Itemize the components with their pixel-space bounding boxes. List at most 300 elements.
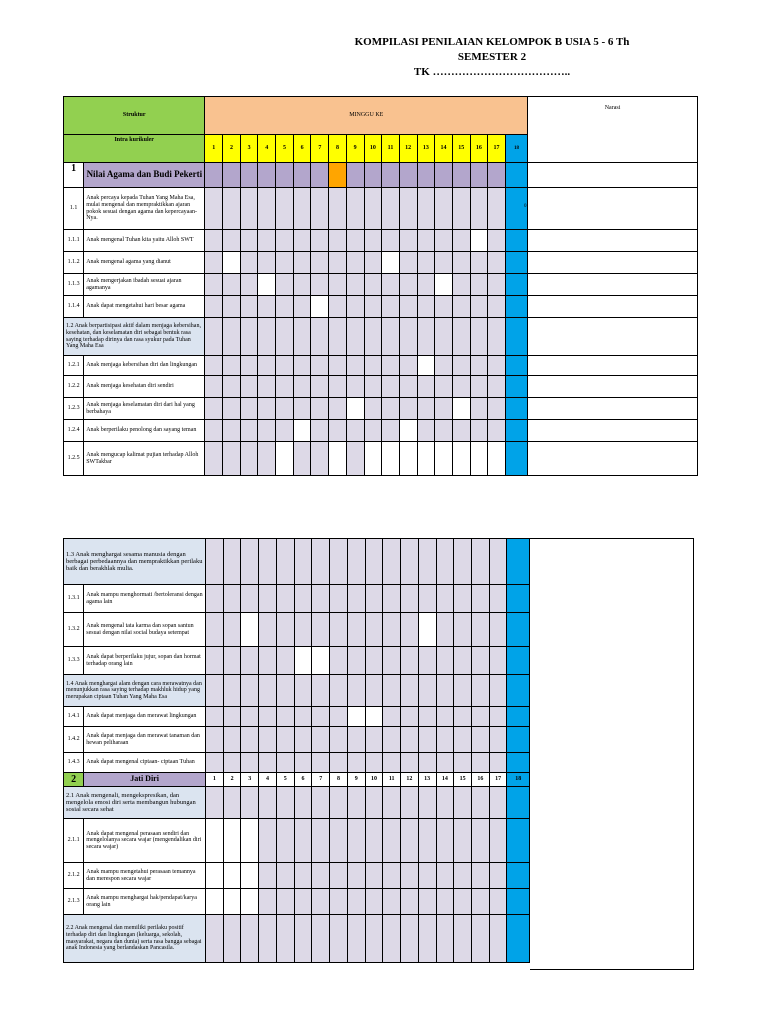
score-cell[interactable] bbox=[276, 442, 294, 476]
score-cell[interactable] bbox=[435, 318, 453, 356]
score-cell[interactable] bbox=[240, 252, 258, 274]
score-cell[interactable] bbox=[223, 252, 241, 274]
score-cell[interactable] bbox=[365, 753, 383, 773]
score-cell[interactable] bbox=[312, 727, 330, 753]
score-cell[interactable] bbox=[507, 539, 530, 585]
score-cell[interactable] bbox=[330, 727, 348, 753]
score-cell[interactable] bbox=[364, 163, 382, 188]
score-cell[interactable] bbox=[259, 819, 277, 863]
score-cell[interactable] bbox=[346, 356, 364, 376]
score-cell[interactable] bbox=[418, 787, 436, 819]
score-cell[interactable] bbox=[418, 753, 436, 773]
score-cell[interactable] bbox=[365, 539, 383, 585]
score-cell[interactable] bbox=[383, 753, 401, 773]
score-cell[interactable] bbox=[505, 318, 527, 356]
score-cell[interactable] bbox=[293, 163, 311, 188]
score-cell[interactable] bbox=[401, 915, 419, 963]
score-cell[interactable] bbox=[276, 585, 294, 613]
score-cell[interactable] bbox=[364, 252, 382, 274]
score-cell[interactable] bbox=[382, 376, 400, 398]
score-cell[interactable] bbox=[507, 787, 530, 819]
score-cell[interactable] bbox=[507, 707, 530, 727]
score-cell[interactable] bbox=[241, 889, 259, 915]
score-cell[interactable] bbox=[470, 420, 488, 442]
score-cell[interactable] bbox=[489, 613, 507, 647]
score-cell[interactable] bbox=[417, 274, 435, 296]
score-cell[interactable] bbox=[471, 539, 489, 585]
score-cell[interactable] bbox=[489, 707, 507, 727]
score-cell[interactable] bbox=[294, 787, 312, 819]
score-cell[interactable] bbox=[294, 647, 312, 675]
score-cell[interactable] bbox=[311, 420, 329, 442]
score-cell[interactable] bbox=[312, 753, 330, 773]
score-cell[interactable] bbox=[417, 442, 435, 476]
narasi-cell[interactable] bbox=[528, 274, 698, 296]
score-cell[interactable] bbox=[347, 707, 365, 727]
score-cell[interactable] bbox=[488, 163, 506, 188]
score-cell[interactable] bbox=[293, 318, 311, 356]
score-cell[interactable] bbox=[401, 585, 419, 613]
score-cell[interactable] bbox=[223, 296, 241, 318]
score-cell[interactable] bbox=[470, 356, 488, 376]
score-cell[interactable] bbox=[293, 420, 311, 442]
score-cell[interactable] bbox=[471, 889, 489, 915]
score-cell[interactable] bbox=[223, 163, 241, 188]
score-cell[interactable] bbox=[258, 296, 276, 318]
score-cell[interactable] bbox=[452, 442, 470, 476]
score-cell[interactable] bbox=[435, 163, 453, 188]
score-cell[interactable] bbox=[311, 163, 329, 188]
score-cell[interactable] bbox=[205, 675, 223, 707]
score-cell[interactable] bbox=[329, 188, 347, 230]
score-cell[interactable] bbox=[205, 585, 223, 613]
score-cell[interactable] bbox=[507, 819, 530, 863]
score-cell[interactable] bbox=[346, 188, 364, 230]
score-cell[interactable] bbox=[418, 915, 436, 963]
score-cell[interactable] bbox=[276, 647, 294, 675]
score-cell[interactable] bbox=[259, 863, 277, 889]
score-cell[interactable] bbox=[223, 613, 241, 647]
score-cell[interactable] bbox=[223, 647, 241, 675]
score-cell[interactable] bbox=[471, 727, 489, 753]
score-cell[interactable] bbox=[454, 675, 472, 707]
score-cell[interactable] bbox=[311, 230, 329, 252]
score-cell[interactable] bbox=[454, 753, 472, 773]
score-cell[interactable] bbox=[240, 188, 258, 230]
score-cell[interactable] bbox=[364, 398, 382, 420]
score-cell[interactable] bbox=[241, 613, 259, 647]
score-cell[interactable] bbox=[436, 539, 454, 585]
score-cell[interactable] bbox=[259, 613, 277, 647]
score-cell[interactable] bbox=[365, 819, 383, 863]
score-cell[interactable] bbox=[311, 252, 329, 274]
score-cell[interactable] bbox=[489, 819, 507, 863]
score-cell[interactable] bbox=[241, 863, 259, 889]
score-cell[interactable] bbox=[399, 188, 417, 230]
score-cell[interactable] bbox=[276, 613, 294, 647]
score-cell[interactable] bbox=[312, 819, 330, 863]
score-cell[interactable] bbox=[383, 707, 401, 727]
score-cell[interactable] bbox=[401, 647, 419, 675]
score-cell[interactable] bbox=[223, 398, 241, 420]
score-cell[interactable] bbox=[241, 539, 259, 585]
score-cell[interactable] bbox=[505, 356, 527, 376]
score-cell[interactable] bbox=[259, 915, 277, 963]
score-cell[interactable] bbox=[401, 819, 419, 863]
score-cell[interactable] bbox=[435, 442, 453, 476]
score-cell[interactable] bbox=[454, 539, 472, 585]
score-cell[interactable] bbox=[435, 420, 453, 442]
score-cell[interactable] bbox=[347, 889, 365, 915]
score-cell[interactable] bbox=[507, 863, 530, 889]
score-cell[interactable] bbox=[293, 442, 311, 476]
score-cell[interactable] bbox=[258, 420, 276, 442]
score-cell[interactable] bbox=[312, 539, 330, 585]
score-cell[interactable] bbox=[488, 252, 506, 274]
score-cell[interactable] bbox=[293, 252, 311, 274]
score-cell[interactable] bbox=[454, 707, 472, 727]
score-cell[interactable] bbox=[223, 230, 241, 252]
score-cell[interactable] bbox=[293, 188, 311, 230]
narasi-cell[interactable] bbox=[528, 318, 698, 356]
score-cell[interactable] bbox=[311, 376, 329, 398]
score-cell[interactable] bbox=[312, 675, 330, 707]
score-cell[interactable] bbox=[330, 539, 348, 585]
score-cell[interactable] bbox=[417, 420, 435, 442]
score-cell[interactable] bbox=[241, 915, 259, 963]
score-cell[interactable] bbox=[330, 819, 348, 863]
score-cell[interactable] bbox=[507, 753, 530, 773]
score-cell[interactable] bbox=[293, 274, 311, 296]
score-cell[interactable] bbox=[205, 539, 223, 585]
score-cell[interactable] bbox=[241, 675, 259, 707]
score-cell[interactable] bbox=[365, 915, 383, 963]
score-cell[interactable] bbox=[364, 274, 382, 296]
score-cell[interactable] bbox=[330, 915, 348, 963]
narasi-cell[interactable] bbox=[528, 188, 698, 230]
score-cell[interactable] bbox=[382, 296, 400, 318]
score-cell[interactable] bbox=[205, 753, 223, 773]
score-cell[interactable] bbox=[223, 787, 241, 819]
score-cell[interactable] bbox=[436, 585, 454, 613]
narasi-cell[interactable] bbox=[528, 252, 698, 274]
score-cell[interactable] bbox=[240, 356, 258, 376]
score-cell[interactable] bbox=[488, 230, 506, 252]
score-cell[interactable] bbox=[241, 787, 259, 819]
score-cell[interactable] bbox=[347, 863, 365, 889]
score-cell[interactable] bbox=[382, 356, 400, 376]
score-cell[interactable] bbox=[454, 585, 472, 613]
score-cell[interactable] bbox=[452, 318, 470, 356]
score-cell[interactable] bbox=[382, 442, 400, 476]
score-cell[interactable] bbox=[223, 819, 241, 863]
score-cell[interactable] bbox=[436, 753, 454, 773]
score-cell[interactable] bbox=[383, 915, 401, 963]
score-cell[interactable] bbox=[329, 230, 347, 252]
score-cell[interactable] bbox=[471, 707, 489, 727]
score-cell[interactable] bbox=[401, 787, 419, 819]
score-cell[interactable] bbox=[418, 585, 436, 613]
score-cell[interactable] bbox=[258, 274, 276, 296]
score-cell[interactable] bbox=[205, 863, 223, 889]
score-cell[interactable] bbox=[489, 647, 507, 675]
score-cell[interactable] bbox=[435, 274, 453, 296]
score-cell[interactable] bbox=[205, 274, 223, 296]
score-cell[interactable] bbox=[364, 296, 382, 318]
score-cell[interactable] bbox=[258, 318, 276, 356]
score-cell[interactable] bbox=[223, 707, 241, 727]
score-cell[interactable] bbox=[418, 675, 436, 707]
score-cell[interactable] bbox=[294, 539, 312, 585]
narasi-cell[interactable] bbox=[528, 296, 698, 318]
score-cell[interactable] bbox=[240, 376, 258, 398]
score-cell[interactable] bbox=[505, 398, 527, 420]
score-cell[interactable] bbox=[205, 230, 223, 252]
score-cell[interactable] bbox=[382, 188, 400, 230]
score-cell[interactable] bbox=[452, 252, 470, 274]
score-cell[interactable] bbox=[470, 296, 488, 318]
narasi-cell[interactable] bbox=[528, 163, 698, 188]
score-cell[interactable] bbox=[436, 863, 454, 889]
score-cell[interactable] bbox=[382, 398, 400, 420]
score-cell[interactable] bbox=[276, 420, 294, 442]
score-cell[interactable] bbox=[294, 613, 312, 647]
score-cell[interactable] bbox=[346, 318, 364, 356]
score-cell[interactable] bbox=[329, 163, 347, 188]
score-cell[interactable] bbox=[330, 675, 348, 707]
score-cell[interactable] bbox=[470, 188, 488, 230]
score-cell[interactable] bbox=[435, 376, 453, 398]
score-cell[interactable] bbox=[276, 274, 294, 296]
score-cell[interactable] bbox=[347, 675, 365, 707]
narasi-cell[interactable] bbox=[528, 356, 698, 376]
score-cell[interactable] bbox=[505, 274, 527, 296]
score-cell[interactable] bbox=[399, 398, 417, 420]
score-cell[interactable] bbox=[489, 727, 507, 753]
score-cell[interactable] bbox=[435, 230, 453, 252]
score-cell[interactable] bbox=[205, 442, 223, 476]
narasi-cell[interactable] bbox=[528, 230, 698, 252]
score-cell[interactable] bbox=[471, 753, 489, 773]
score-cell[interactable] bbox=[312, 889, 330, 915]
score-cell[interactable] bbox=[347, 819, 365, 863]
score-cell[interactable] bbox=[436, 707, 454, 727]
score-cell[interactable] bbox=[435, 296, 453, 318]
score-cell[interactable] bbox=[258, 376, 276, 398]
score-cell[interactable] bbox=[452, 274, 470, 296]
score-cell[interactable] bbox=[505, 163, 527, 188]
score-cell[interactable] bbox=[294, 915, 312, 963]
score-cell[interactable] bbox=[505, 376, 527, 398]
score-cell[interactable] bbox=[330, 613, 348, 647]
score-cell[interactable] bbox=[488, 188, 506, 230]
score-cell[interactable] bbox=[241, 585, 259, 613]
score-cell[interactable] bbox=[364, 230, 382, 252]
score-cell[interactable] bbox=[258, 188, 276, 230]
score-cell[interactable] bbox=[205, 787, 223, 819]
score-cell[interactable] bbox=[223, 442, 241, 476]
score-cell[interactable] bbox=[507, 585, 530, 613]
score-cell[interactable] bbox=[383, 863, 401, 889]
score-cell[interactable] bbox=[417, 163, 435, 188]
score-cell[interactable] bbox=[311, 274, 329, 296]
score-cell[interactable] bbox=[507, 889, 530, 915]
score-cell[interactable] bbox=[205, 707, 223, 727]
score-cell[interactable] bbox=[454, 727, 472, 753]
score-cell[interactable] bbox=[454, 787, 472, 819]
score-cell[interactable] bbox=[417, 296, 435, 318]
score-cell[interactable] bbox=[223, 863, 241, 889]
score-cell[interactable] bbox=[399, 442, 417, 476]
score-cell[interactable] bbox=[330, 889, 348, 915]
score-cell[interactable] bbox=[417, 356, 435, 376]
score-cell[interactable] bbox=[240, 274, 258, 296]
score-cell[interactable] bbox=[364, 420, 382, 442]
score-cell[interactable] bbox=[418, 727, 436, 753]
score-cell[interactable] bbox=[470, 163, 488, 188]
narasi-cell[interactable] bbox=[528, 398, 698, 420]
score-cell[interactable] bbox=[223, 915, 241, 963]
score-cell[interactable] bbox=[383, 585, 401, 613]
score-cell[interactable] bbox=[488, 376, 506, 398]
score-cell[interactable] bbox=[347, 727, 365, 753]
score-cell[interactable] bbox=[383, 819, 401, 863]
score-cell[interactable] bbox=[418, 889, 436, 915]
score-cell[interactable] bbox=[276, 675, 294, 707]
score-cell[interactable] bbox=[346, 274, 364, 296]
score-cell[interactable] bbox=[507, 675, 530, 707]
score-cell[interactable] bbox=[471, 585, 489, 613]
score-cell[interactable] bbox=[223, 539, 241, 585]
score-cell[interactable] bbox=[276, 252, 294, 274]
score-cell[interactable] bbox=[489, 753, 507, 773]
score-cell[interactable] bbox=[347, 753, 365, 773]
score-cell[interactable] bbox=[399, 318, 417, 356]
score-cell[interactable] bbox=[312, 647, 330, 675]
score-cell[interactable] bbox=[364, 318, 382, 356]
score-cell[interactable] bbox=[311, 442, 329, 476]
score-cell[interactable] bbox=[223, 675, 241, 707]
score-cell[interactable] bbox=[347, 539, 365, 585]
score-cell[interactable] bbox=[223, 420, 241, 442]
score-cell[interactable] bbox=[276, 787, 294, 819]
score-cell[interactable] bbox=[240, 230, 258, 252]
score-cell[interactable] bbox=[294, 675, 312, 707]
score-cell[interactable] bbox=[383, 613, 401, 647]
score-cell[interactable] bbox=[452, 296, 470, 318]
score-cell[interactable] bbox=[383, 539, 401, 585]
score-cell[interactable] bbox=[347, 915, 365, 963]
score-cell[interactable] bbox=[505, 442, 527, 476]
score-cell[interactable] bbox=[329, 296, 347, 318]
score-cell[interactable] bbox=[346, 398, 364, 420]
score-cell[interactable] bbox=[205, 163, 223, 188]
score-cell[interactable] bbox=[435, 356, 453, 376]
score-cell[interactable] bbox=[240, 296, 258, 318]
score-cell[interactable] bbox=[293, 296, 311, 318]
score-cell[interactable] bbox=[471, 787, 489, 819]
score-cell[interactable] bbox=[365, 727, 383, 753]
score-cell[interactable] bbox=[347, 613, 365, 647]
score-cell[interactable] bbox=[488, 398, 506, 420]
score-cell[interactable] bbox=[399, 376, 417, 398]
score-cell[interactable] bbox=[417, 230, 435, 252]
score-cell[interactable] bbox=[311, 296, 329, 318]
score-cell[interactable] bbox=[330, 707, 348, 727]
score-cell[interactable] bbox=[436, 727, 454, 753]
score-cell[interactable] bbox=[470, 252, 488, 274]
score-cell[interactable] bbox=[364, 376, 382, 398]
score-cell[interactable] bbox=[470, 442, 488, 476]
score-cell[interactable] bbox=[454, 889, 472, 915]
score-cell[interactable] bbox=[383, 727, 401, 753]
score-cell[interactable] bbox=[276, 318, 294, 356]
score-cell[interactable] bbox=[470, 230, 488, 252]
score-cell[interactable] bbox=[399, 252, 417, 274]
score-cell[interactable] bbox=[436, 787, 454, 819]
score-cell[interactable] bbox=[401, 675, 419, 707]
score-cell[interactable] bbox=[399, 230, 417, 252]
score-cell[interactable] bbox=[311, 318, 329, 356]
score-cell[interactable] bbox=[488, 274, 506, 296]
score-cell[interactable] bbox=[470, 318, 488, 356]
score-cell[interactable] bbox=[418, 863, 436, 889]
score-cell[interactable] bbox=[507, 613, 530, 647]
score-cell[interactable] bbox=[259, 787, 277, 819]
score-cell[interactable] bbox=[276, 163, 294, 188]
score-cell[interactable] bbox=[382, 274, 400, 296]
score-cell[interactable] bbox=[241, 753, 259, 773]
score-cell[interactable] bbox=[401, 707, 419, 727]
score-cell[interactable] bbox=[276, 915, 294, 963]
score-cell[interactable] bbox=[276, 356, 294, 376]
score-cell[interactable] bbox=[223, 356, 241, 376]
score-cell[interactable] bbox=[259, 889, 277, 915]
score-cell[interactable] bbox=[418, 539, 436, 585]
score-cell[interactable] bbox=[452, 163, 470, 188]
score-cell[interactable] bbox=[452, 230, 470, 252]
score-cell[interactable] bbox=[293, 376, 311, 398]
score-cell[interactable] bbox=[417, 318, 435, 356]
score-cell[interactable] bbox=[329, 252, 347, 274]
score-cell[interactable] bbox=[223, 585, 241, 613]
score-cell[interactable] bbox=[507, 647, 530, 675]
score-cell[interactable] bbox=[276, 727, 294, 753]
score-cell[interactable] bbox=[365, 675, 383, 707]
score-cell[interactable] bbox=[365, 585, 383, 613]
score-cell[interactable] bbox=[365, 707, 383, 727]
score-cell[interactable] bbox=[347, 787, 365, 819]
score-cell[interactable] bbox=[294, 819, 312, 863]
score-cell[interactable] bbox=[452, 420, 470, 442]
score-cell[interactable] bbox=[223, 318, 241, 356]
score-cell[interactable] bbox=[399, 420, 417, 442]
score-cell[interactable] bbox=[312, 707, 330, 727]
score-cell[interactable] bbox=[435, 398, 453, 420]
score-cell[interactable] bbox=[294, 863, 312, 889]
score-cell[interactable] bbox=[294, 727, 312, 753]
score-cell[interactable] bbox=[454, 613, 472, 647]
score-cell[interactable] bbox=[435, 252, 453, 274]
score-cell[interactable] bbox=[489, 787, 507, 819]
score-cell[interactable] bbox=[452, 188, 470, 230]
score-cell[interactable] bbox=[489, 915, 507, 963]
score-cell[interactable] bbox=[488, 296, 506, 318]
score-cell[interactable] bbox=[489, 675, 507, 707]
score-cell[interactable] bbox=[330, 863, 348, 889]
score-cell[interactable] bbox=[311, 356, 329, 376]
score-cell[interactable] bbox=[293, 398, 311, 420]
